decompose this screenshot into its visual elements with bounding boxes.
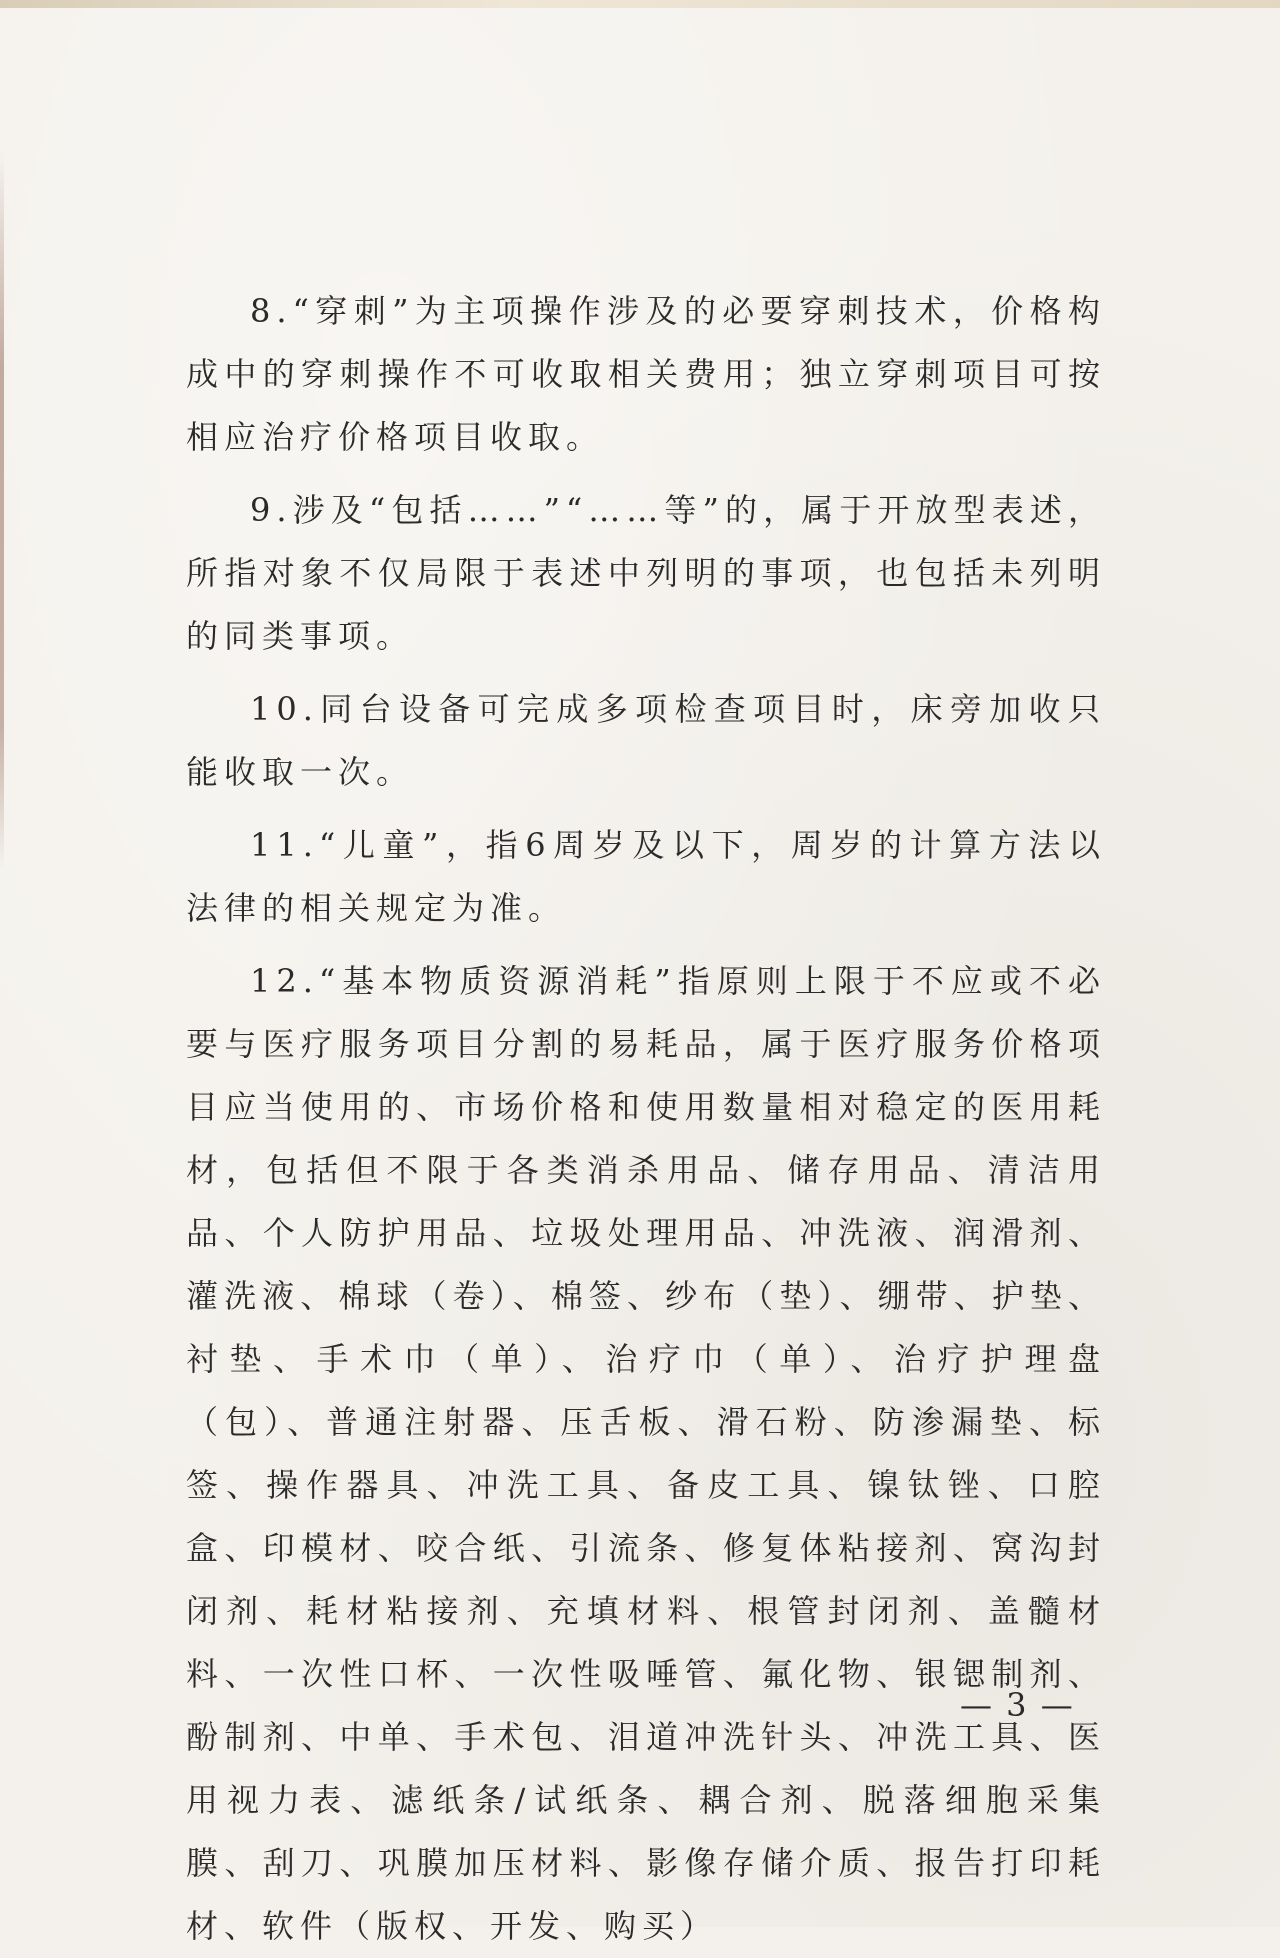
scan-top-edge	[0, 0, 1280, 8]
paragraph-9: 9.涉及“包括……”“……等”的，属于开放型表述，所指对象不仅局限于表述中列明的事项，也包括未列明的同类事项。	[186, 491, 1106, 655]
paragraph-8: 8.“穿刺”为主项操作涉及的必要穿刺技术，价格构成中的穿刺操作不可收取相关费用；独立穿刺项目可按相应治疗价格项目收取。	[186, 292, 1106, 456]
paragraph-11: 11.“儿童”，指6周岁及以下，周岁的计算方法以法律的相关规定为准。	[186, 826, 1106, 927]
page-number: — 3 —	[960, 1686, 1075, 1724]
paragraph-10: 10.同台设备可完成多项检查项目时，床旁加收只能收取一次。	[186, 690, 1106, 791]
scan-left-edge	[0, 150, 4, 870]
paragraph-12: 12.“基本物质资源消耗”指原则上限于不应或不必要与医疗服务项目分割的易耗品，属于医疗服务价格项目应当使用的、市场价格和使用数量相对稳定的医用耗材，包括但不限于各类消杀用品、储存用品、清洁用品、个人防护用品、垃圾处理用品、冲洗液、润滑剂、灌洗液、棉球（卷）、棉签、纱布（垫）、绷带、护垫、衬垫、手术巾（单）、治疗巾（单）、治疗护理盘（包）、普通注射器、压舌板、滑石粉、防渗漏垫、标签、操作器具、冲洗工具、备皮工具、镍钛锉、口腔盒、印模材、咬合纸、引流条、修复体粘接剂、窝沟封闭剂、耗材粘接剂、充填材料、根管封闭剂、盖髓材料、一次性口杯、一次性吸唾管、氟化物、银锶制剂、酚制剂、中单、手术包、泪道冲洗针头、冲洗工具、医用视力表、滤纸条/试纸条、耦合剂、脱落细胞采集膜、刮刀、巩膜加压材料、影像存储介质、报告打印耗材、软件（版权、开发、购买）	[186, 962, 1106, 1945]
